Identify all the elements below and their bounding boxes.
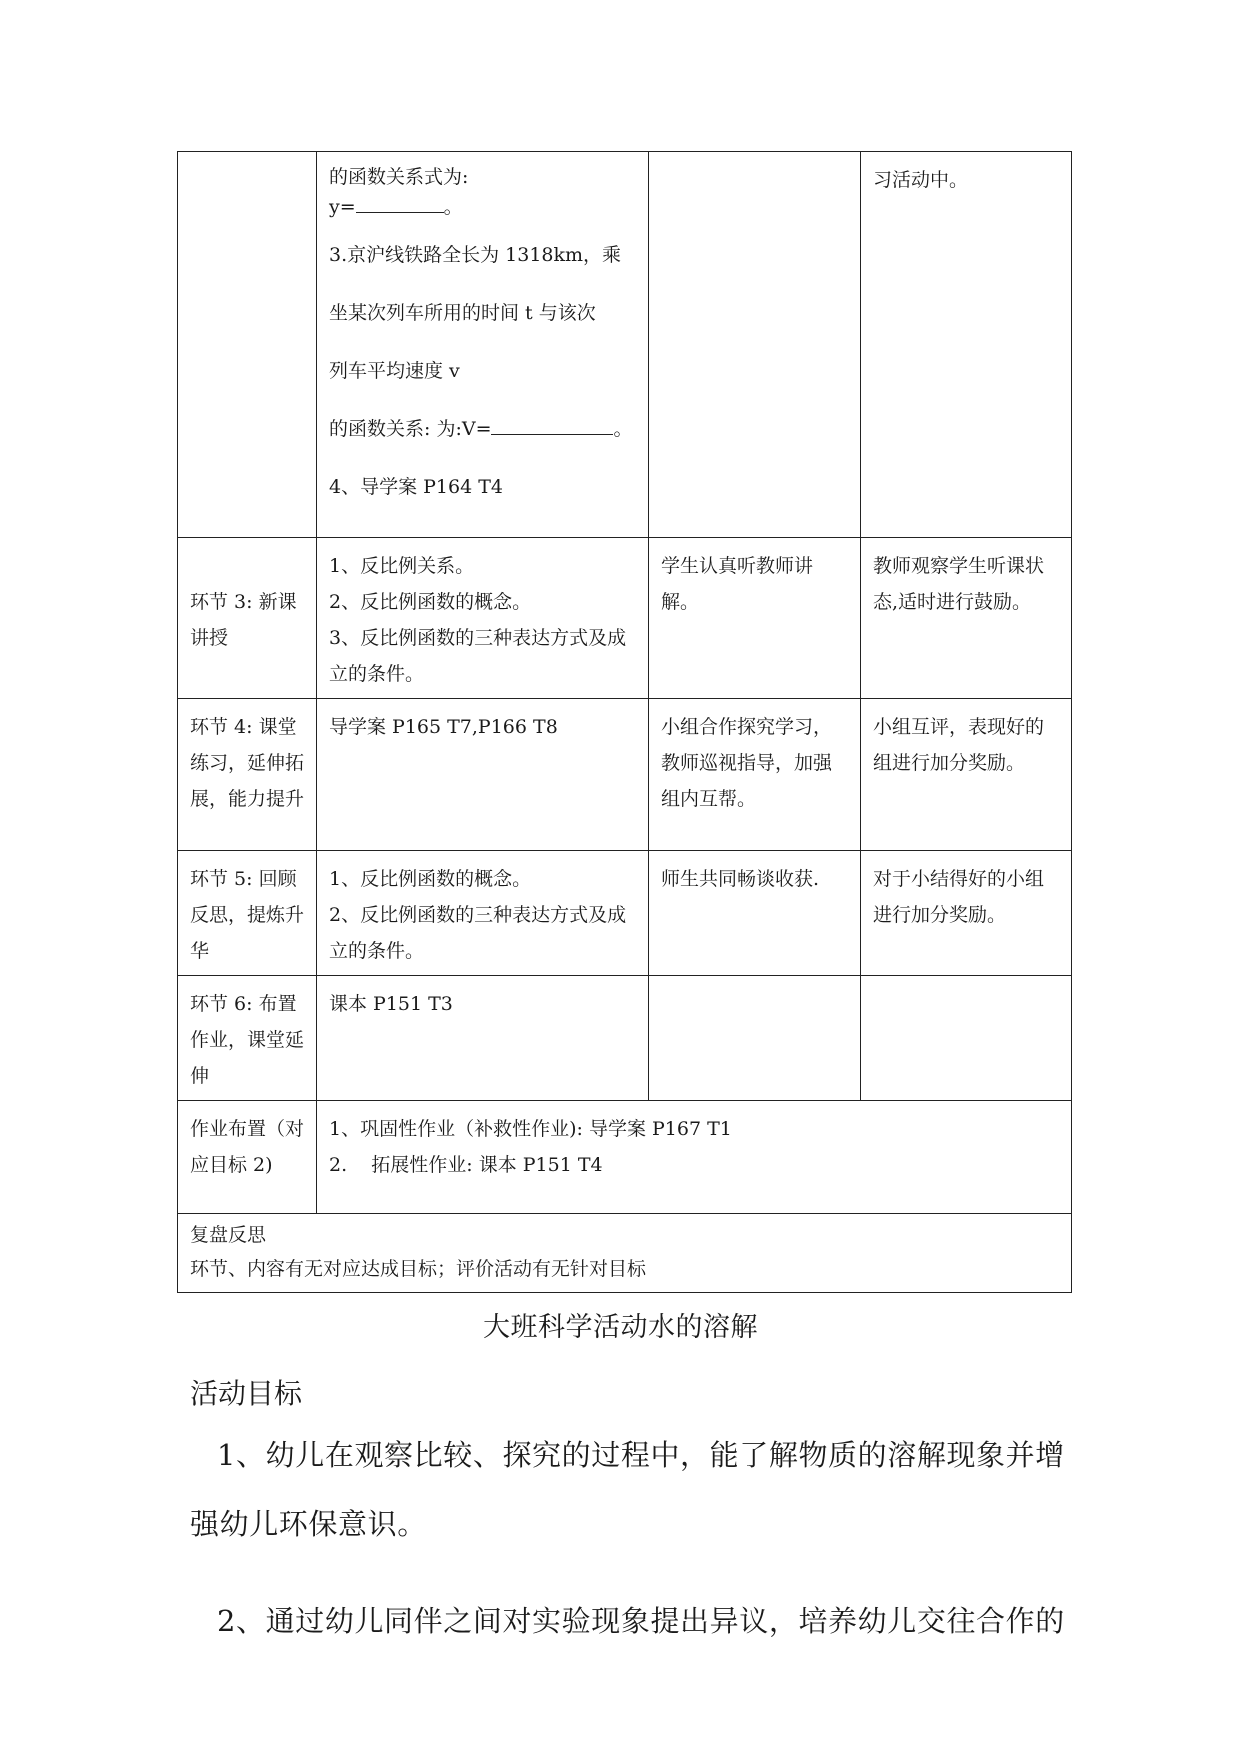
review-text: 环节、内容有无对应达成目标；评价活动有无针对目标 xyxy=(190,1258,647,1280)
review-label: 复盘反思 xyxy=(190,1224,267,1246)
teacher-activity-cell: 小组互评，表现好的组进行加分奖励。 xyxy=(861,699,1072,851)
content-cell xyxy=(317,538,649,699)
table-row xyxy=(178,152,1072,538)
content-line: 1、反比例关系。 xyxy=(329,555,475,577)
table-row xyxy=(178,699,1072,851)
homework-item: 2. 拓展性作业: 课本 P151 T4 xyxy=(329,1154,603,1176)
content-line: 3、反比例函数的三种表达方式及成立的条件。 xyxy=(329,627,627,685)
content-cell xyxy=(317,851,649,976)
content-cell: 导学案 P165 T7,P166 T8 xyxy=(317,699,649,851)
teacher-activity-cell: 习活动中。 xyxy=(861,152,1072,538)
section-heading: 活动目标 xyxy=(190,1377,303,1410)
content-line: 3.京沪线铁路全长为 1318km，乘 xyxy=(329,244,622,266)
answer-blank xyxy=(356,194,444,213)
table-row xyxy=(178,851,1072,976)
stage-cell xyxy=(178,152,317,538)
content-cell xyxy=(317,152,649,538)
content-line: 2、反比例函数的三种表达方式及成立的条件。 xyxy=(329,904,627,962)
content-line: 的函数关系式为: xyxy=(329,166,469,188)
homework-item: 1、巩固性作业（补救性作业): 导学案 P167 T1 xyxy=(329,1118,732,1140)
teacher-activity-cell: 教师观察学生听课状态,适时进行鼓励。 xyxy=(861,538,1072,699)
paragraph: 1、幼儿在观察比较、探究的过程中，能了解物质的溶解现象并增强幼儿环保意识。 xyxy=(190,1438,1065,1541)
homework-label: 作业布置（对应目标 2) xyxy=(178,1101,317,1214)
document-title: 大班科学活动水的溶解 xyxy=(483,1312,758,1343)
content-line: 列车平均速度 v xyxy=(329,360,460,382)
homework-content xyxy=(317,1101,1072,1214)
answer-blank xyxy=(491,416,613,435)
table-row xyxy=(178,538,1072,699)
content-cell: 课本 P151 T3 xyxy=(317,976,649,1101)
stage-cell: 环节 3: 新课讲授 xyxy=(178,538,317,699)
student-activity-cell xyxy=(649,152,861,538)
table-row xyxy=(178,976,1072,1101)
content-line: 4、导学案 P164 T4 xyxy=(329,476,503,498)
stage-cell: 环节 5: 回顾反思，提炼升华 xyxy=(178,851,317,976)
content-line: 1、反比例函数的概念。 xyxy=(329,868,532,890)
student-activity-cell: 小组合作探究学习，教师巡视指导，加强组内互帮。 xyxy=(649,699,861,851)
student-activity-cell xyxy=(649,976,861,1101)
student-activity-cell: 学生认真听教师讲解。 xyxy=(649,538,861,699)
teacher-activity-cell xyxy=(861,976,1072,1101)
content-line: 坐某次列车所用的时间 t 与该次 xyxy=(329,302,596,324)
teacher-activity-cell: 对于小结得好的小组进行加分奖励。 xyxy=(861,851,1072,976)
stage-cell: 环节 4: 课堂练习，延伸拓展，能力提升 xyxy=(178,699,317,851)
table-row xyxy=(178,1101,1072,1214)
review-cell xyxy=(178,1214,1072,1293)
table-row xyxy=(178,1214,1072,1293)
stage-cell: 环节 6: 布置作业，课堂延伸 xyxy=(178,976,317,1101)
content-line: 2、反比例函数的概念。 xyxy=(329,591,532,613)
paragraph: 2、通过幼儿同伴之间对实验现象提出异议，培养幼儿交往合作的 xyxy=(217,1604,1065,1638)
student-activity-cell: 师生共同畅谈收获. xyxy=(649,851,861,976)
lesson-plan-table xyxy=(177,151,1072,1293)
content-line: 的函数关系: 为:V= 。 xyxy=(329,418,633,440)
content-line: y= 。 xyxy=(329,196,463,218)
